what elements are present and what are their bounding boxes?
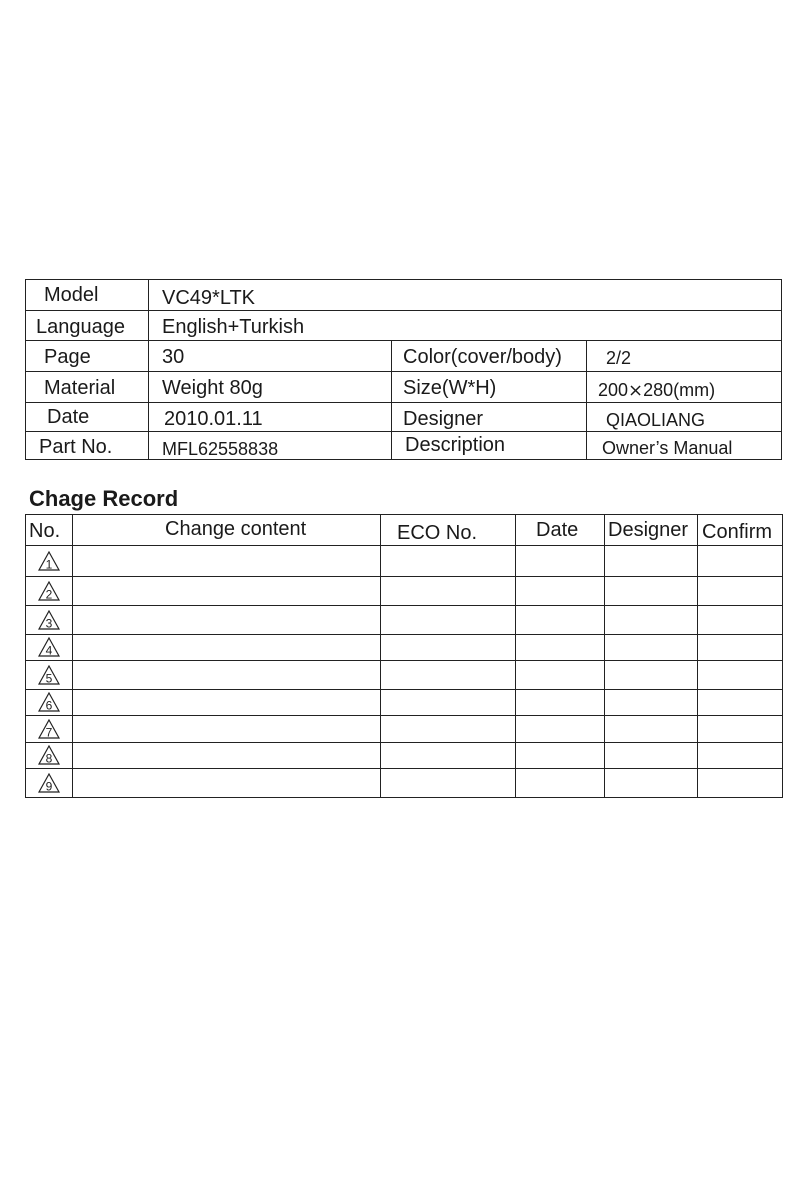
record-row-divider — [26, 715, 782, 716]
spec-col-divider — [586, 340, 587, 460]
revision-number: 2 — [45, 587, 53, 601]
language-value: English+Turkish — [162, 316, 305, 338]
revision-triangle-icon — [38, 773, 60, 793]
revision-triangle-icon — [38, 665, 60, 685]
record-row-divider — [26, 634, 782, 635]
record-row-divider — [26, 768, 782, 769]
revision-number: 4 — [45, 643, 53, 657]
revision-triangle-icon — [38, 551, 60, 571]
material-label: Material — [44, 377, 116, 399]
material-value: Weight 80g — [162, 377, 263, 399]
change-record-title: Chage Record — [29, 486, 179, 511]
spec-col-divider — [148, 280, 149, 459]
date-value: 2010.01.11 — [164, 408, 263, 430]
spec-row-divider — [26, 371, 781, 372]
designer-label: Designer — [403, 408, 484, 430]
header-date: Date — [536, 519, 579, 541]
spec-col-divider — [391, 340, 392, 460]
model-label: Model — [44, 284, 99, 306]
color-label: Color(cover/body) — [403, 346, 562, 368]
designer-value: QIAOLIANG — [606, 410, 706, 430]
record-col-divider — [380, 515, 381, 797]
record-row-divider — [26, 660, 782, 661]
color-value: 2/2 — [606, 348, 632, 368]
spec-row-divider — [26, 431, 781, 432]
revision-triangle-icon — [38, 610, 60, 630]
record-row-divider — [26, 576, 782, 577]
page-value: 30 — [162, 346, 185, 368]
revision-number: 6 — [45, 698, 53, 712]
revision-number: 5 — [45, 671, 53, 685]
record-col-divider — [697, 515, 698, 797]
revision-triangle-icon — [38, 692, 60, 712]
page-label: Page — [44, 346, 91, 368]
times-icon: ⨯ — [628, 380, 644, 400]
header-no: No. — [29, 520, 61, 542]
size-width: 200 — [598, 380, 629, 400]
header-designer: Designer — [608, 519, 689, 541]
revision-triangle-icon — [38, 745, 60, 765]
language-label: Language — [36, 316, 125, 338]
description-label: Description — [405, 434, 506, 456]
header-confirm: Confirm — [702, 521, 773, 543]
size-value — [598, 381, 715, 399]
revision-number: 9 — [45, 779, 53, 793]
revision-number: 3 — [45, 616, 53, 630]
record-row-divider — [26, 605, 782, 606]
record-col-divider — [515, 515, 516, 797]
record-row-divider — [26, 742, 782, 743]
date-label: Date — [47, 406, 90, 428]
record-col-divider — [604, 515, 605, 797]
header-eco-no: ECO No. — [397, 522, 478, 544]
size-height: 280(mm) — [643, 380, 716, 400]
revision-triangle-icon — [38, 637, 60, 657]
revision-triangle-icon — [38, 719, 60, 739]
change-record-table — [25, 514, 783, 798]
header-change-content: Change content — [165, 518, 307, 540]
spec-table — [25, 279, 782, 460]
size-label: Size(W*H) — [403, 377, 497, 399]
spec-row-divider — [26, 340, 781, 341]
spec-row-divider — [26, 402, 781, 403]
revision-number: 1 — [45, 557, 53, 571]
partno-value: MFL62558838 — [162, 439, 279, 459]
model-value: VC49*LTK — [162, 287, 256, 309]
record-col-divider — [72, 515, 73, 797]
record-row-divider — [26, 689, 782, 690]
spec-row-divider — [26, 310, 781, 311]
revision-number: 8 — [45, 751, 53, 765]
partno-label: Part No. — [39, 436, 113, 458]
record-row-divider — [26, 545, 782, 546]
revision-triangle-icon — [38, 581, 60, 601]
revision-number: 7 — [45, 725, 53, 739]
description-value: Owner’s Manual — [602, 438, 733, 458]
